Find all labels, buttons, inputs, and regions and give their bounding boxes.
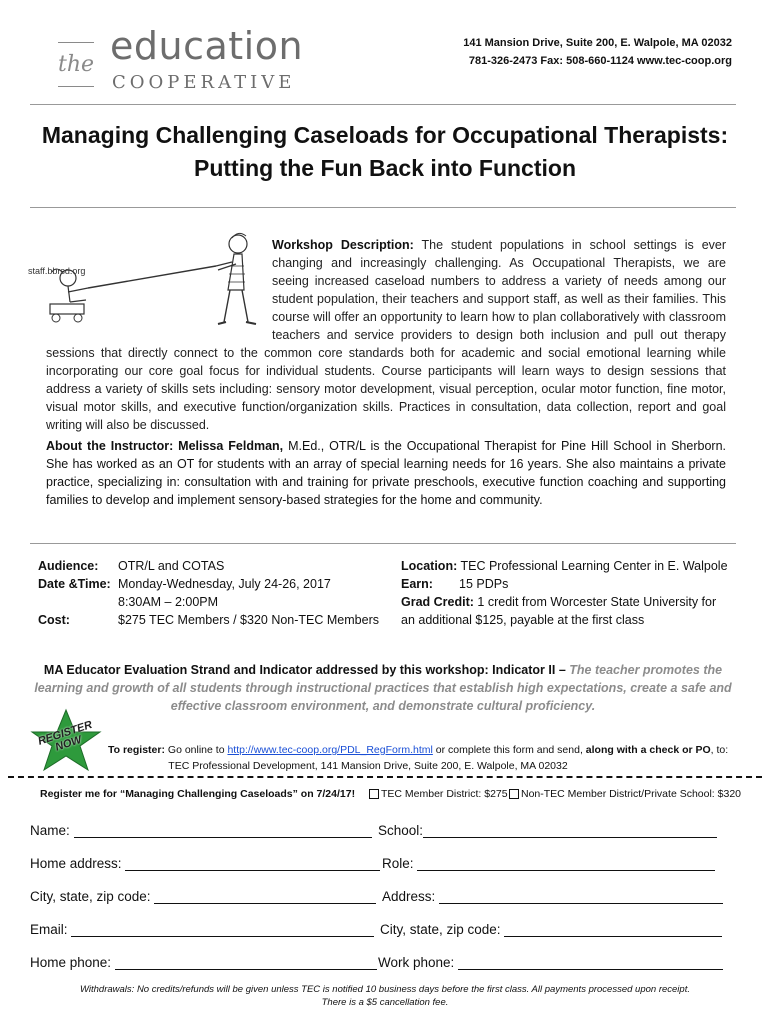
page-title-line-1: Managing Challenging Caseloads for Occupational Therapists: [41, 122, 729, 148]
name-field[interactable] [30, 823, 372, 838]
work-phone-label: Work phone: [378, 955, 455, 970]
role-label: Role: [382, 856, 414, 871]
address-label: Address: [382, 889, 436, 904]
grad-label: Grad Credit: [401, 595, 474, 609]
datetime-label: Date &Time: [38, 577, 111, 591]
workshop-description [46, 236, 726, 434]
home-address-field[interactable] [30, 856, 380, 871]
register-line: Register me for “Managing Challenging Caseloads” on 7/24/17! [40, 788, 356, 800]
audience-value: OTR/L and COTAS [118, 559, 225, 573]
grad-value-1: 1 credit from Worcester State University for [477, 595, 717, 609]
address-line-2: 781-326-2473 Fax: 508-660-1124 www.tec-coop.org [468, 55, 732, 67]
cost-value: $275 TEC Members / $320 Non-TEC Members [118, 613, 379, 627]
school-input[interactable] [423, 824, 717, 838]
address-field[interactable] [382, 889, 723, 904]
logo [58, 24, 328, 98]
register-tail: , to: [710, 744, 729, 756]
cost-label: Cost: [38, 613, 70, 627]
city-input-2[interactable] [504, 923, 722, 937]
instructor-text: M.Ed., OTR/L is the Occupational Therapist for Pine Hill School in Sherborn. She has worked as an OT for students with an array of special learning needs for 16 years. She also maintains a private practice, specializing in: consultation with and training for private preschools, executive function coaching and supporting families to develop and implement sensory-based strategies for the home and community. [46, 439, 726, 507]
register-pre: Go online to [167, 744, 225, 756]
withdrawal-line-2: There is a $5 cancellation fee. [321, 997, 449, 1008]
description-label: Workshop Description: [272, 238, 414, 252]
instructor-label: About the Instructor: Melissa Feldman, [46, 439, 284, 453]
location-value: TEC Professional Learning Center in E. Walpole [460, 559, 728, 573]
withdrawal-policy [0, 983, 770, 1009]
city-field-2[interactable] [380, 922, 722, 937]
email-label: Email: [30, 922, 68, 937]
name-input[interactable] [74, 824, 372, 838]
strand-section [30, 661, 736, 715]
register-label: To register: [108, 744, 165, 756]
home-phone-input[interactable] [115, 956, 377, 970]
details-right [401, 557, 741, 629]
role-field[interactable] [382, 856, 715, 871]
instructor-section [46, 437, 726, 509]
register-instructions [108, 744, 748, 756]
details-left [38, 557, 388, 629]
work-phone-field[interactable] [378, 955, 723, 970]
cut-line [8, 776, 762, 778]
register-now-text: REGISTER NOW [36, 718, 94, 754]
strand-text-1: The teacher promotes the [569, 663, 723, 677]
tec-member-checkbox[interactable] [369, 789, 379, 799]
register-now-badge [26, 708, 106, 774]
role-input[interactable] [417, 857, 715, 871]
register-mail-address: TEC Professional Development, 141 Mansion Drive, Suite 200, E. Walpole, MA 02032 [168, 760, 568, 772]
school-label: School: [378, 823, 424, 838]
city-field-1[interactable] [30, 889, 376, 904]
time-value: 8:30AM – 2:00PM [118, 595, 219, 609]
earn-label: Earn: [401, 577, 433, 591]
page-title-line-2: Putting the Fun Back into Function [193, 155, 576, 181]
details-divider [30, 543, 736, 544]
home-phone-field[interactable] [30, 955, 377, 970]
strand-text-2: learning and growth of all students through instructional practices that establish high expectations, create a safe and [34, 681, 732, 695]
illustration-spacer [46, 236, 272, 342]
register-bold: along with a check or PO [585, 744, 711, 756]
grad-value-2: an additional $125, payable at the first class [401, 613, 645, 627]
strand-text-3: effective classroom environment, and demonstrate cultural proficiency. [170, 699, 596, 713]
school-field[interactable] [378, 823, 717, 838]
home-phone-label: Home phone: [30, 955, 112, 970]
city-input-1[interactable] [154, 890, 376, 904]
location-label: Location: [401, 559, 458, 573]
logo-education: education [110, 24, 304, 68]
illustration-caption: staff.bbrsd.org [28, 266, 86, 276]
header-divider [30, 104, 736, 105]
date-value: Monday-Wednesday, July 24-26, 2017 [118, 577, 331, 591]
option-non-tec-label: Non-TEC Member District/Private School: $320 [521, 788, 741, 800]
withdrawal-line-1: Withdrawals: No credits/refunds will be given unless TEC is notified 10 business days before the first class. All payments processed upon receipt. [80, 984, 690, 995]
title-divider [30, 207, 736, 208]
option-tec-member-label: TEC Member District: $275 [381, 788, 508, 800]
city-label-2: City, state, zip code: [380, 922, 501, 937]
registration-link[interactable]: http://www.tec-coop.org/PDL_RegForm.html [227, 744, 433, 756]
strand-indicator: Indicator II – [492, 663, 566, 677]
name-label: Name: [30, 823, 70, 838]
home-address-label: Home address: [30, 856, 122, 871]
email-input[interactable] [71, 923, 374, 937]
logo-cooperative: COOPERATIVE [112, 72, 296, 93]
address-line-1: 141 Mansion Drive, Suite 200, E. Walpole, MA 02032 [463, 37, 732, 49]
earn-value: 15 PDPs [459, 577, 509, 591]
city-label-1: City, state, zip code: [30, 889, 151, 904]
register-post: or complete this form and send, [435, 744, 583, 756]
email-field[interactable] [30, 922, 374, 937]
work-phone-input[interactable] [458, 956, 723, 970]
strand-label: MA Educator Evaluation Strand and Indicator addressed by this workshop: [43, 663, 489, 677]
option-tec-member[interactable] [369, 788, 508, 800]
logo-the: the [58, 52, 95, 77]
non-tec-checkbox[interactable] [509, 789, 519, 799]
option-non-tec[interactable] [509, 788, 741, 800]
address-input[interactable] [439, 890, 723, 904]
logo-rule-bottom [58, 86, 94, 87]
home-address-input[interactable] [125, 857, 380, 871]
audience-label: Audience: [38, 559, 99, 573]
logo-rule-top [58, 42, 94, 43]
description-text: The student populations in school settings is ever changing and increasingly challenging. As Occupational Therapists, we are seeing increased caseload numbers to address a variety of needs among our student population, their teachers and support staff, as well as their families. This course will offer an opportunity to learn how to plan collaboratively with classroom teachers and service providers to design both inclusion and pull out therapy sessions that directly connect to the common core standards both for academic and social emotional learning while incorporating our core goal focus for individual students. Course participants will learn ways to design sessions that address a variety of skills sets including: sensory motor development, visual perception, ocular motor function, fine motor, visual motor skills, and executive function/organization skills. Practices in consultation, data collection, report and goal writing will also be discussed. [46, 238, 727, 432]
